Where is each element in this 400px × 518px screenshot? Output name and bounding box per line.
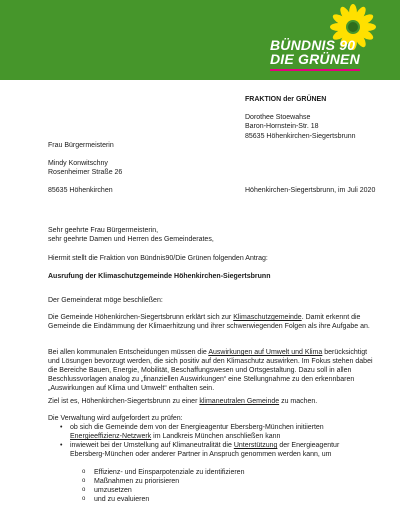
klimaneutral-link[interactable]: klimaneutralen Gemeinde (199, 398, 280, 405)
sub-list-item: o Effizienz- und Einsparpotenziale zu identifizieren (82, 468, 372, 477)
bullet-1-text-a: ob sich die Gemeinde dem von der Energieagentur Ebersberg-München initiierten (70, 424, 324, 431)
paragraph-3 (48, 397, 378, 406)
p1-text-a: Die Gemeinde Höhenkirchen-Siegertsbrunn erklärt sich zur (48, 314, 234, 321)
logo-underline (270, 69, 360, 71)
bullet-1-text-b: im Landkreis München anschließen kann (151, 433, 281, 440)
energieeffizienz-link[interactable]: Energieeffizienz-Netzwerk (70, 433, 152, 440)
list-item (58, 423, 368, 441)
recipient-line3: Rosenheimer Straße 26 (48, 169, 123, 176)
paragraph-1 (48, 313, 378, 331)
p1-text-b: . Damit erkennt die Gemeinde die Eindämmung der Klimaerhitzung und ihrer schwerwiegenden Folgen als ihre Aufgabe an. (48, 314, 370, 330)
p3-text-b: zu machen. (279, 398, 318, 405)
recipient-line4: 85635 Höhenkirchen (48, 187, 113, 194)
intro-text: Hiermit stellt die Fraktion von Bündnis90/Die Grünen folgenden Antrag: (48, 255, 268, 262)
party-logo (270, 38, 360, 66)
paragraph-4: Die Verwaltung wird aufgefordert zu prüfen: (48, 415, 183, 422)
subject-line: Ausrufung der Klimaschutzgemeinde Höhenkirchen-Siegertsbrunn (48, 273, 271, 280)
sender-street: Baron-Hornstein-Str. 18 (245, 123, 319, 130)
salutation-line2: sehr geehrte Damen und Herren des Gemeinderates, (48, 236, 214, 243)
recipient-line1: Frau Bürgermeisterin (48, 142, 114, 149)
bullet-2-text-a: inwieweit bei der Umstellung auf Klimaneutralität die (70, 442, 234, 449)
unterstuetzung-link[interactable]: Unterstützung (233, 442, 278, 449)
p2-text-b: berücksichtigt und Lösungen bevorzugt werden, die sich positiv auf den Klimaschutz auswirken. Im Fokus stehen dabei die Bereiche Bauen, Energie, Mobilität, Beschaffungswesen und Ortsgestaltung. Dazu soll in allen Beschlussvorlagen analog zu „finanziellen Auswirkungen“ eine Stellungnahme zu den erkennbaren „Auswirkungen auf Klima und Umwelt“ enthalten sein. (48, 349, 373, 392)
resolve-line: Der Gemeinderat möge beschließen: (48, 297, 163, 304)
paragraph-2 (48, 348, 378, 393)
klimaschutzgemeinde-link[interactable]: Klimaschutzgemeinde (233, 314, 302, 321)
recipient-line2: Mindy Konwitschny (48, 160, 108, 167)
bullet-2-text-b: der Energieagentur Ebersberg-München oder anderer Partner in Anspruch genommen werden kann, um (70, 442, 340, 458)
date-line: Höhenkirchen-Siegertsbrunn, im Juli 2020 (245, 187, 376, 194)
sender-name: Dorothee Stoewahse (245, 114, 311, 121)
salutation-line1: Sehr geehrte Frau Bürgermeisterin, (48, 227, 159, 234)
sub-list-item: o umzusetzen (82, 486, 372, 495)
list-item (58, 441, 368, 459)
sender-city: 85635 Höhenkirchen-Siegertsbrunn (245, 133, 356, 140)
bullet-list (58, 423, 368, 459)
sender-title: FRAKTION der GRÜNEN (245, 96, 327, 103)
logo-line2: DIE GRÜNEN (270, 51, 360, 67)
p2-text-a: Bei allen kommunalen Entscheidungen müssen die (48, 349, 209, 356)
auswirkungen-link[interactable]: Auswirkungen auf Umwelt und Klima (208, 349, 323, 356)
p3-text-a: Ziel ist es, Höhenkirchen-Siegertsbrunn zu einer (48, 398, 200, 405)
sub-list-item: o Maßnahmen zu priorisieren (82, 477, 372, 486)
sub-bullet-list (82, 468, 372, 504)
logo-line1: BÜNDNIS 90 (270, 37, 356, 53)
sub-list-item: o und zu evaluieren (82, 495, 372, 504)
